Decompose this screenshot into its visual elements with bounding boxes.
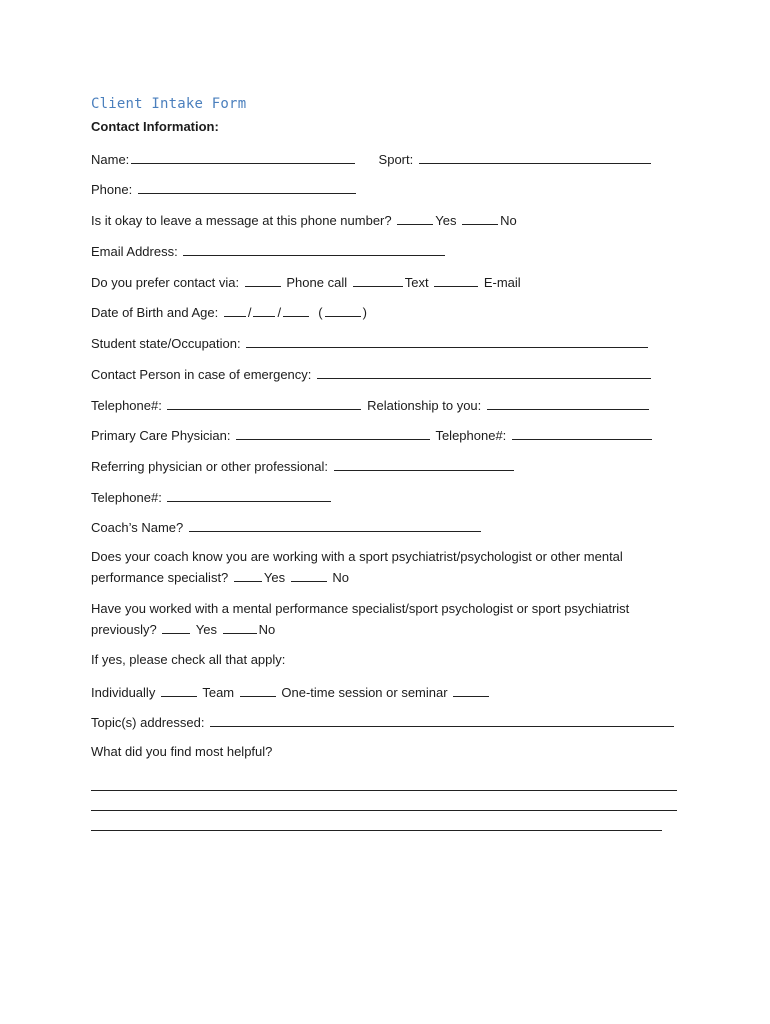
message-row — [91, 211, 517, 229]
email-field[interactable] — [183, 242, 445, 256]
text-label: Text — [404, 275, 429, 290]
individually-field[interactable] — [161, 683, 197, 697]
student-label: Student state/Occupation: — [91, 336, 241, 351]
session-type-row — [91, 683, 491, 701]
coach-yes-label: Yes — [263, 570, 286, 585]
coach-question-line2: performance specialist? — [91, 570, 229, 585]
topics-row — [91, 713, 676, 731]
worked-question-line1: Have you worked with a mental performance specialist/sport psychologist or sport psychiatrist — [91, 601, 630, 616]
name-row — [91, 150, 653, 168]
helpful-label: What did you find most helpful? — [91, 744, 273, 759]
pcp-row — [91, 426, 654, 444]
worked-yes-field[interactable] — [162, 620, 190, 634]
pcp-field[interactable] — [236, 426, 430, 440]
text-field[interactable] — [353, 273, 403, 287]
emergency-label: Contact Person in case of emergency: — [91, 367, 312, 382]
referring-telephone-label: Telephone#: — [91, 490, 162, 505]
form-title: Client Intake Form — [91, 96, 247, 112]
student-row — [91, 334, 650, 352]
message-no-label: No — [500, 213, 517, 228]
phone-call-field[interactable] — [245, 273, 281, 287]
dob-row: Date of Birth and Age: / / ( ) — [91, 305, 367, 320]
relationship-label: Relationship to you: — [367, 398, 482, 413]
message-yes-field[interactable] — [397, 211, 433, 225]
coach-row — [91, 518, 483, 536]
topics-field[interactable] — [210, 713, 674, 727]
referring-row — [91, 457, 516, 475]
relationship-field[interactable] — [487, 396, 649, 410]
phone-row — [91, 180, 358, 198]
phone-call-label: Phone call — [286, 275, 348, 290]
worked-yes-label: Yes — [195, 622, 217, 637]
name-field[interactable] — [131, 150, 355, 164]
sport-field[interactable] — [419, 150, 651, 164]
name-label: Name: — [91, 152, 130, 167]
coach-yes-field[interactable] — [234, 568, 262, 582]
email-label: Email Address: — [91, 244, 178, 259]
coach-label: Coach’s Name? — [91, 520, 184, 535]
dob-label: Date of Birth and Age: — [91, 305, 219, 320]
coach-question — [91, 546, 681, 588]
email-pref-label: E-mail — [483, 275, 521, 290]
pcp-label: Primary Care Physician: — [91, 428, 231, 443]
coach-no-field[interactable] — [291, 568, 327, 582]
pcp-telephone-field[interactable] — [512, 426, 652, 440]
individually-label: Individually — [91, 685, 156, 700]
pcp-telephone-label: Telephone#: — [435, 428, 507, 443]
age-field[interactable] — [325, 303, 361, 317]
helpful-answer-line-2[interactable] — [91, 810, 677, 811]
email-row — [91, 242, 447, 260]
coach-no-label: No — [332, 570, 350, 585]
worked-question — [91, 598, 681, 640]
dob-month-field[interactable] — [224, 303, 246, 317]
emergency-field[interactable] — [317, 365, 651, 379]
if-yes-label: If yes, please check all that apply: — [91, 652, 286, 667]
student-field[interactable] — [246, 334, 648, 348]
helpful-answer-line-3[interactable] — [91, 830, 662, 831]
referring-field[interactable] — [334, 457, 514, 471]
referring-phone-row — [91, 488, 333, 506]
topics-label: Topic(s) addressed: — [91, 715, 205, 730]
dob-year-field[interactable] — [283, 303, 309, 317]
emergency-phone-row — [91, 396, 651, 414]
helpful-answer-line-1[interactable] — [91, 790, 677, 791]
sport-label: Sport: — [378, 152, 414, 167]
coach-field[interactable] — [189, 518, 481, 532]
team-field[interactable] — [240, 683, 276, 697]
phone-label: Phone: — [91, 182, 133, 197]
phone-field[interactable] — [138, 180, 356, 194]
worked-no-field[interactable] — [223, 620, 257, 634]
message-yes-label: Yes — [435, 213, 457, 228]
referring-telephone-field[interactable] — [167, 488, 331, 502]
message-no-field[interactable] — [462, 211, 498, 225]
contact-pref-row — [91, 273, 521, 291]
emergency-telephone-label: Telephone#: — [91, 398, 162, 413]
referring-label: Referring physician or other professional: — [91, 459, 329, 474]
dob-day-field[interactable] — [253, 303, 275, 317]
contact-info-heading: Contact Information: — [91, 119, 219, 134]
emergency-telephone-field[interactable] — [167, 396, 361, 410]
email-pref-field[interactable] — [434, 273, 478, 287]
message-question: Is it okay to leave a message at this phone number? — [91, 213, 392, 228]
worked-no-label: No — [258, 622, 276, 637]
contact-pref-label: Do you prefer contact via: — [91, 275, 240, 290]
emergency-row — [91, 365, 653, 383]
team-label: Team — [202, 685, 235, 700]
one-time-field[interactable] — [453, 683, 489, 697]
one-time-label: One-time session or seminar — [281, 685, 448, 700]
coach-question-line1: Does your coach know you are working with a sport psychiatrist/psychologist or other mental — [91, 549, 623, 564]
worked-question-line2: previously? — [91, 622, 157, 637]
